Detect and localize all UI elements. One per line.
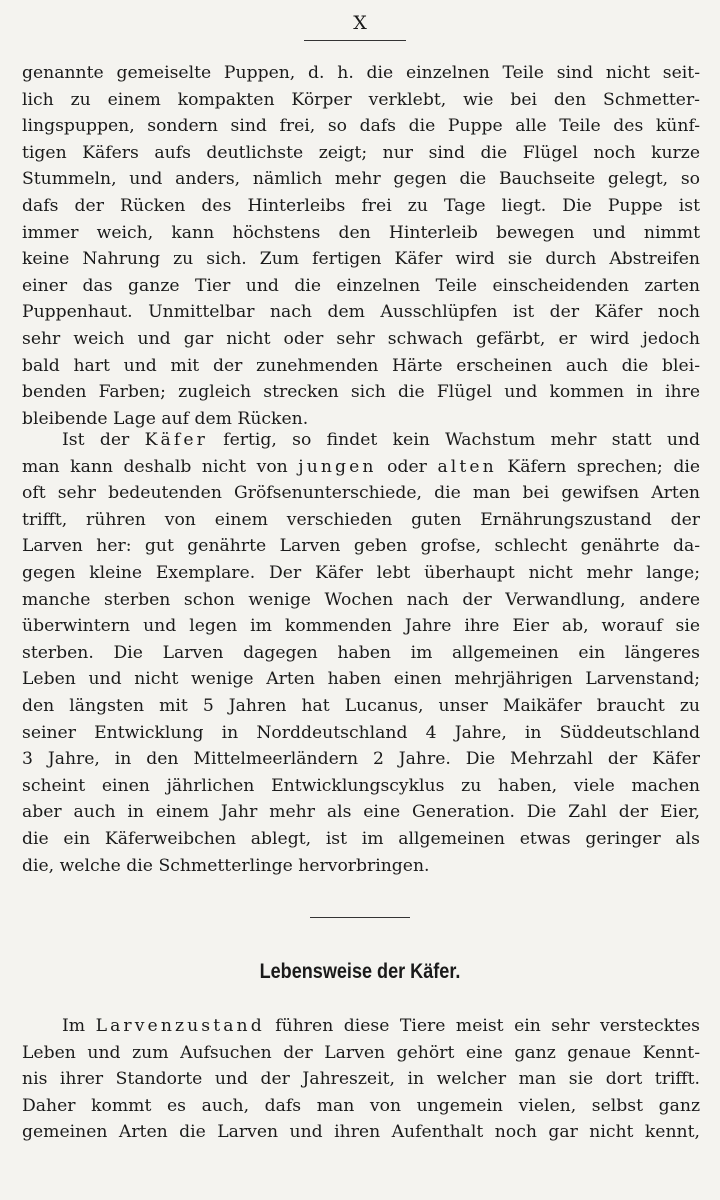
text-line: gegen kleine Exemplare. Der Käfer lebt überhaupt nicht mehr lange; — [22, 562, 700, 583]
text-line: den längsten mit 5 Jahren hat Lucanus, unser Maikäfer braucht zu — [22, 695, 700, 716]
text-line: oft sehr bedeutenden Gröfsenunterschiede, die man bei gewifsen Arten — [22, 483, 700, 504]
text-line: gemeinen Arten die Larven und ihren Aufenthalt noch gar nicht kennt, — [22, 1122, 700, 1143]
header-rule — [304, 40, 406, 41]
text-line: die, welche die Schmetterlinge hervorbringen. — [22, 855, 430, 876]
text-line: bleibende Lage auf dem Rücken. — [22, 408, 309, 429]
text-line: Ist der Käfer fertig, so findet kein Wachstum mehr statt und — [62, 430, 700, 450]
section-divider — [310, 917, 410, 918]
text-line: 3 Jahre, in den Mittelmeerländern 2 Jahre. Die Mehrzahl der Käfer — [22, 749, 700, 770]
text-line: immer weich, kann höchstens den Hinterleib bewegen und nimmt — [22, 222, 700, 243]
text-line: einer das ganze Tier und die einzelnen Teile einscheidenden zarten — [22, 275, 700, 296]
text-line: die ein Käferweibchen ablegt, ist im allgemeinen etwas geringer als — [22, 828, 700, 849]
text-line: Larven her: gut genährte Larven geben grofse, schlecht genährte da- — [22, 536, 700, 557]
text-line: bald hart und mit der zunehmenden Härte erscheinen auch die blei- — [22, 355, 700, 376]
emphasized-word: Käfer — [144, 430, 208, 450]
text-line: lingspuppen, sondern sind frei, so dafs die Puppe alle Teile des künf- — [22, 116, 700, 137]
text-line: sterben. Die Larven dagegen haben im allgemeinen ein längeres — [22, 642, 700, 663]
text-line: Leben und zum Aufsuchen der Larven gehört eine ganz genaue Kennt- — [22, 1042, 700, 1063]
text-line: keine Nahrung zu sich. Zum fertigen Käfer wird sie durch Abstreifen — [22, 249, 700, 270]
text-line: Im Larvenzustand führen diese Tiere meist ein sehr verstecktes — [62, 1016, 700, 1036]
text-line: Puppenhaut. Unmittelbar nach dem Ausschlüpfen ist der Käfer noch — [22, 302, 700, 323]
text-line: lich zu einem kompakten Körper verklebt, wie bei den Schmetter- — [22, 89, 700, 110]
text-line: scheint einen jährlichen Entwicklungscyklus zu haben, viele machen — [22, 775, 700, 796]
text-line: tigen Käfers aufs deutlichste zeigt; nur sind die Flügel noch kurze — [22, 142, 700, 163]
emphasized-word: alten — [437, 456, 497, 477]
section-heading: Lebensweise der Käfer. — [259, 960, 461, 983]
text-line: aber auch in einem Jahr mehr als eine Generation. Die Zahl der Eier, — [22, 802, 700, 823]
text-line: Daher kommt es auch, dafs man von ungemein vielen, selbst ganz — [22, 1095, 700, 1116]
emphasized-word: Larvenzustand — [95, 1016, 265, 1036]
text-line: Stummeln, und anders, nämlich mehr gegen die Bauchseite gelegt, so — [22, 169, 700, 190]
text-line: manche sterben schon wenige Wochen nach der Verwandlung, andere — [22, 589, 700, 610]
paragraph-larva-habits — [22, 1013, 700, 1146]
paragraph-pupa-description — [22, 60, 700, 432]
text-line: man kann deshalb nicht von jungen oder alten Käfern sprechen; die — [22, 456, 701, 477]
paragraph-beetle-growth — [22, 427, 700, 879]
text-line: Leben und nicht wenige Arten haben einen mehrjährigen Larvenstand; — [22, 669, 700, 690]
text-line: sehr weich und gar nicht oder sehr schwach gefärbt, er wird jedoch — [22, 328, 700, 349]
text-line: dafs der Rücken des Hinterleibs frei zu Tage liegt. Die Puppe ist — [22, 195, 700, 216]
emphasized-word: jungen — [298, 456, 377, 477]
page-number: X — [353, 12, 367, 34]
text-line: benden Farben; zugleich strecken sich die Flügel und kommen in ihre — [22, 382, 700, 403]
text-line: genannte gemeiselte Puppen, d. h. die einzelnen Teile sind nicht seit- — [22, 63, 700, 83]
text-line: nis ihrer Standorte und der Jahreszeit, in welcher man sie dort trifft. — [22, 1069, 700, 1090]
text-line: seiner Entwicklung in Norddeutschland 4 Jahre, in Süddeutschland — [22, 722, 700, 743]
text-line: überwintern und legen im kommenden Jahre ihre Eier ab, worauf sie — [22, 616, 700, 637]
text-line: trifft, rühren von einem verschieden guten Ernährungszustand der — [22, 509, 700, 530]
